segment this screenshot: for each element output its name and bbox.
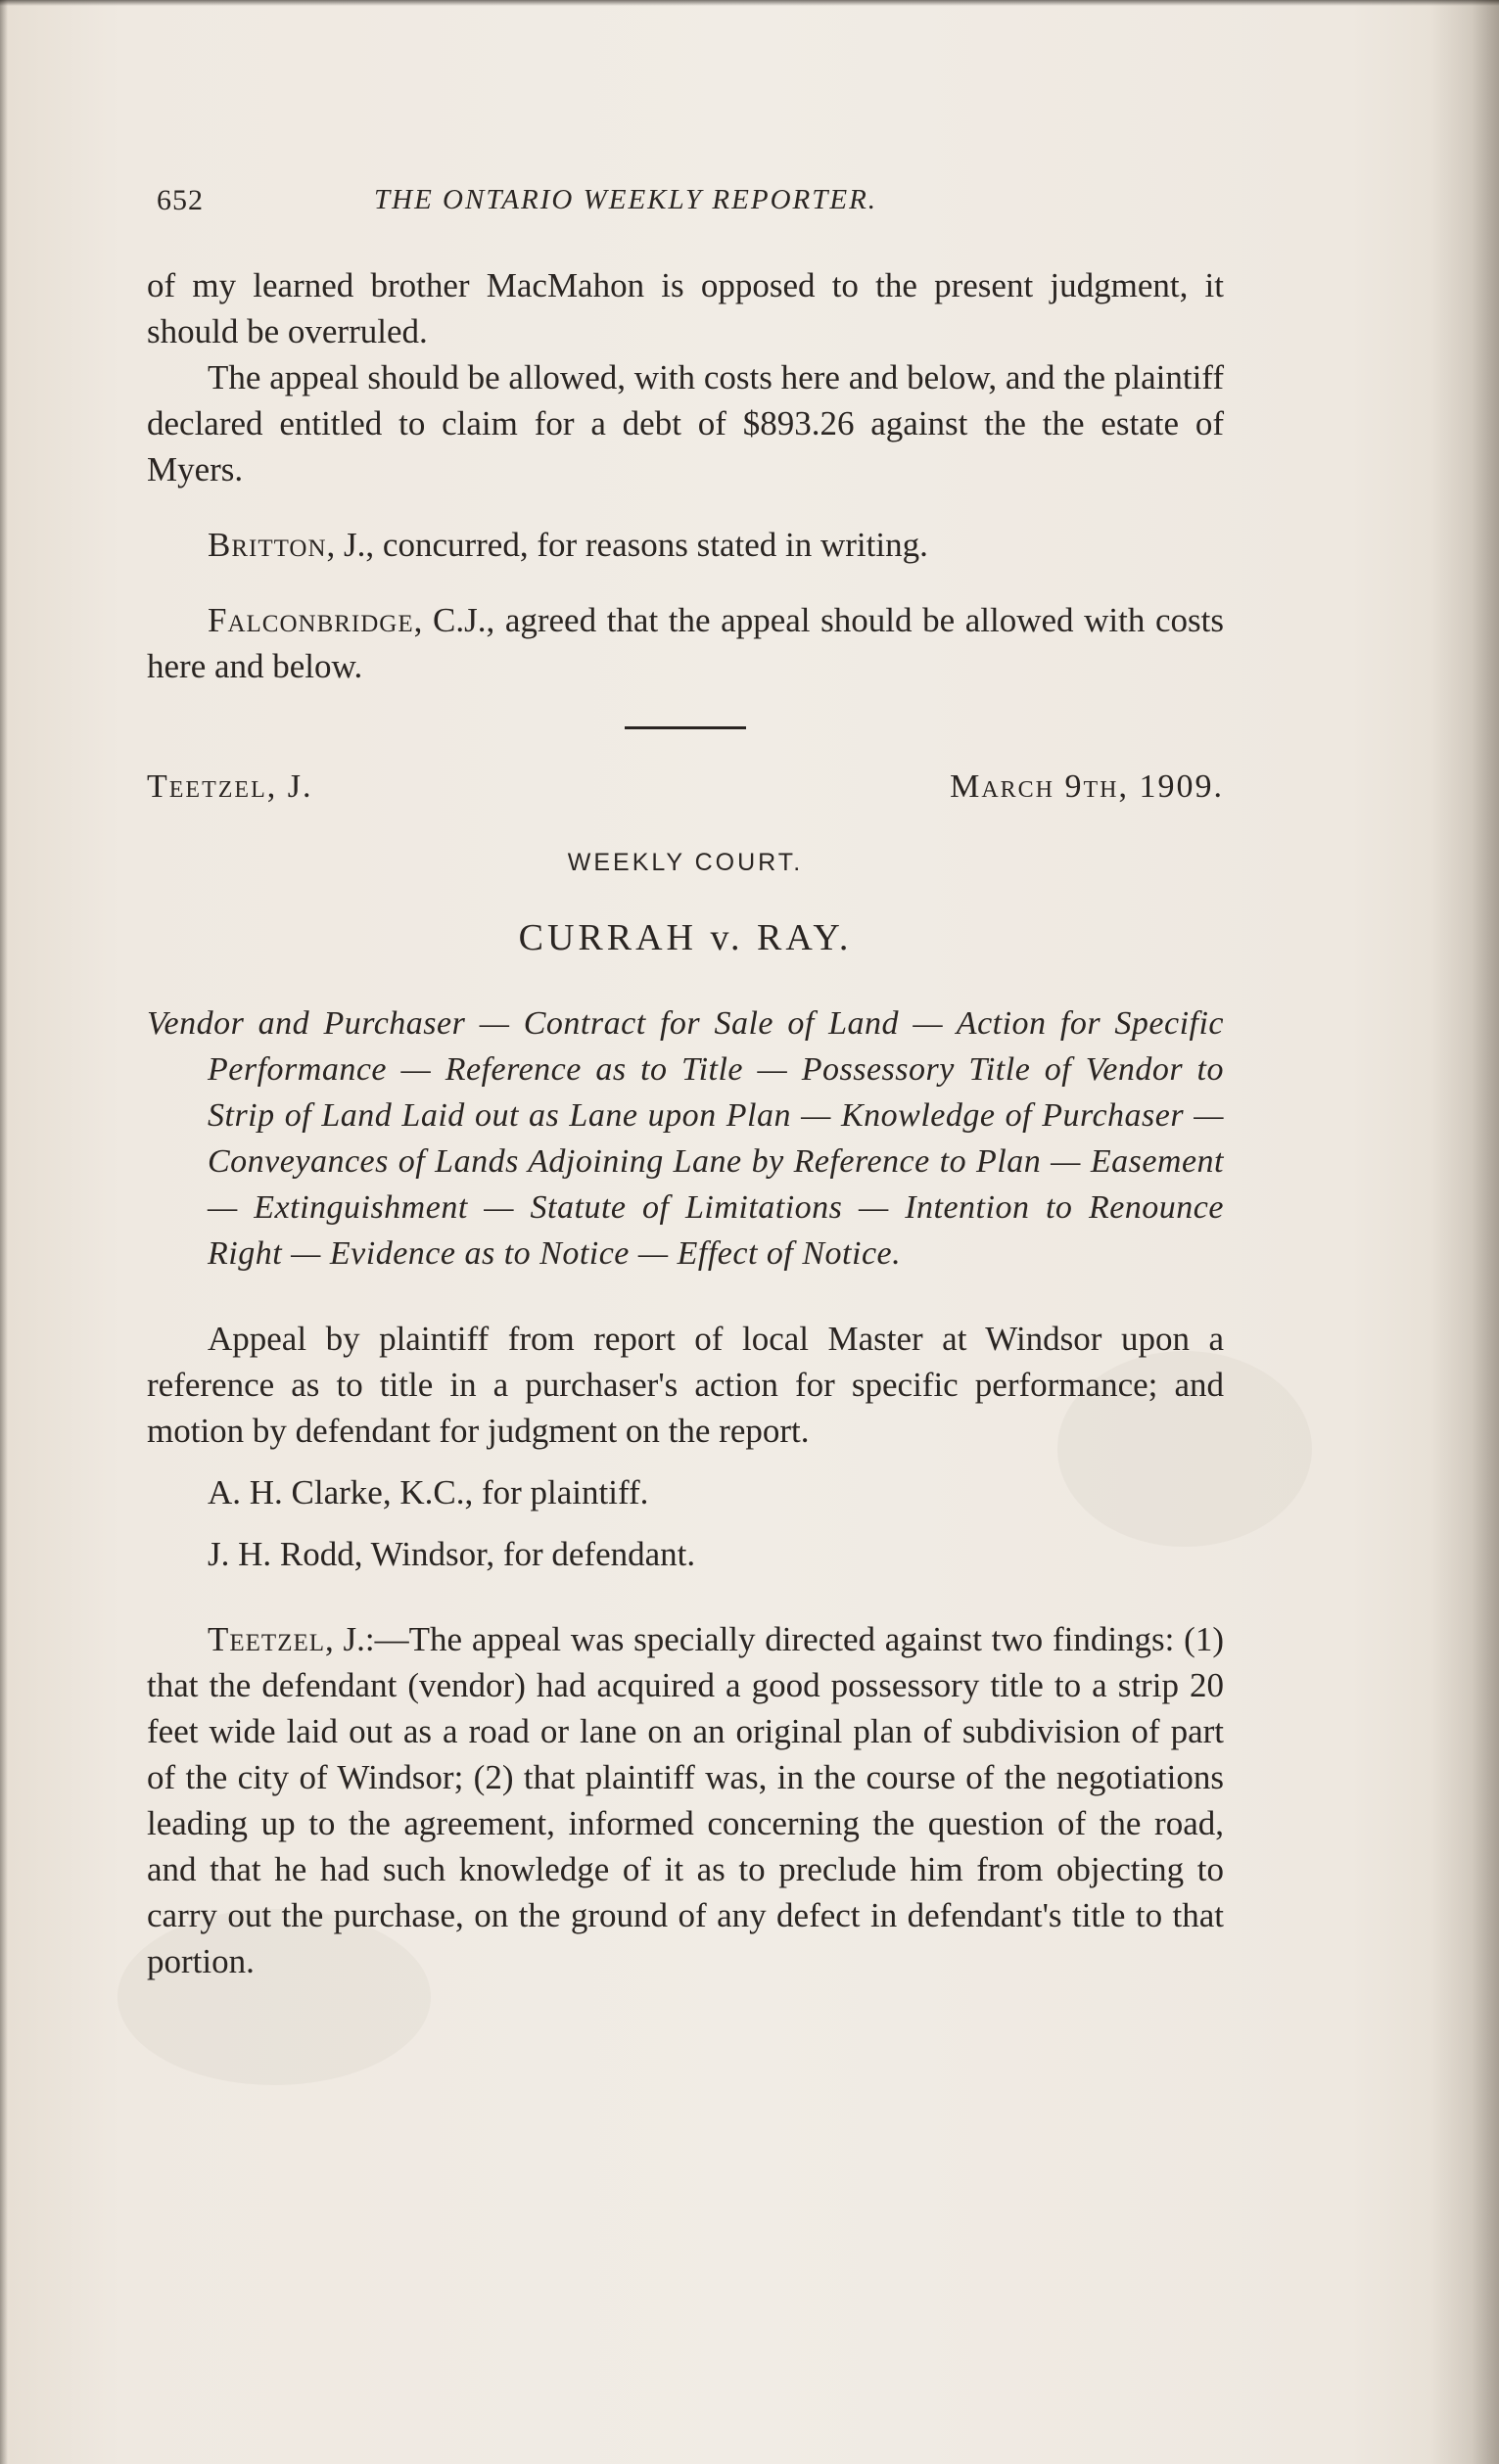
judgment-text: , J.:—The appeal was specially directed against two findings: (1) that the defendant (vendor) had acquired a good possessory title to a strip 20 feet wide laid out as a road or lane on an original plan of subdivision of part of the city of Windsor; (2) that plaintiff was, in the course of the negotiations leading up to the agreement, informed concerning the question of the road, and that he had such knowledge of it as to preclude him from objecting to carry out the purchase, on the ground of any defect in defendant's title to that portion. [147, 1620, 1224, 1980]
running-head [147, 184, 1234, 223]
page-left-edge [0, 0, 8, 2464]
judge-name: Britton [208, 526, 327, 564]
headnote: Vendor and Purchaser — Contract for Sale of Land — Action for Specific Performance — Reference as to Title — Possessory Title of Vendor to Strip of Land Laid out as Lane upon Plan — Knowledge of Purchaser — Conveyances of Lands Adjoining Lane by Reference to Plan — Easement — Extinguishment — Statute of Limitations — Intention to Renounce Right — Evidence as to Notice — Effect of Notice. [147, 1005, 1224, 1272]
counsel-defendant: J. H. Rodd, Windsor, for defendant. [208, 1535, 696, 1573]
concurrence-text: , C.J., agreed that the appeal should be allowed with costs here and below. [147, 601, 1224, 685]
judge-name: Falconbridge [208, 601, 414, 639]
page-body [147, 262, 1224, 1984]
case-summary: Appeal by plaintiff from report of local Master at Windsor upon a reference as to title in a purchaser's action for specific performance; and motion by defendant for judgment on the report. [147, 1320, 1224, 1450]
decision-date: March 9th, 1909. [950, 768, 1224, 805]
concurrence-text: , J., concurred, for reasons stated in writing. [326, 526, 928, 564]
court-name: WEEKLY COURT. [567, 849, 804, 876]
counsel-plaintiff: A. H. Clarke, K.C., for plaintiff. [208, 1473, 649, 1511]
page-top-edge [0, 0, 1499, 6]
judge-name: Teetzel [208, 1620, 326, 1658]
conclusion-paragraph: The appeal should be allowed, with costs here and below, and the plaintiff declared entitled to claim for a debt of $893.26 against the the estate of Myers. [147, 358, 1224, 488]
britton-concurrence [147, 522, 1224, 568]
judgment-paragraph [147, 1616, 1224, 1984]
page-number: 652 [157, 184, 204, 216]
falconbridge-concurrence [147, 597, 1224, 689]
presiding-judge: Teetzel, J. [147, 768, 313, 805]
page-gutter-shadow [1430, 0, 1499, 2464]
case-dateline [147, 768, 1224, 815]
continued-paragraph: of my learned brother MacMahon is opposed to the present judgment, it should be overruled. [147, 266, 1224, 350]
case-title: CURRAH v. RAY. [518, 917, 853, 958]
journal-title: THE ONTARIO WEEKLY REPORTER. [374, 184, 878, 215]
